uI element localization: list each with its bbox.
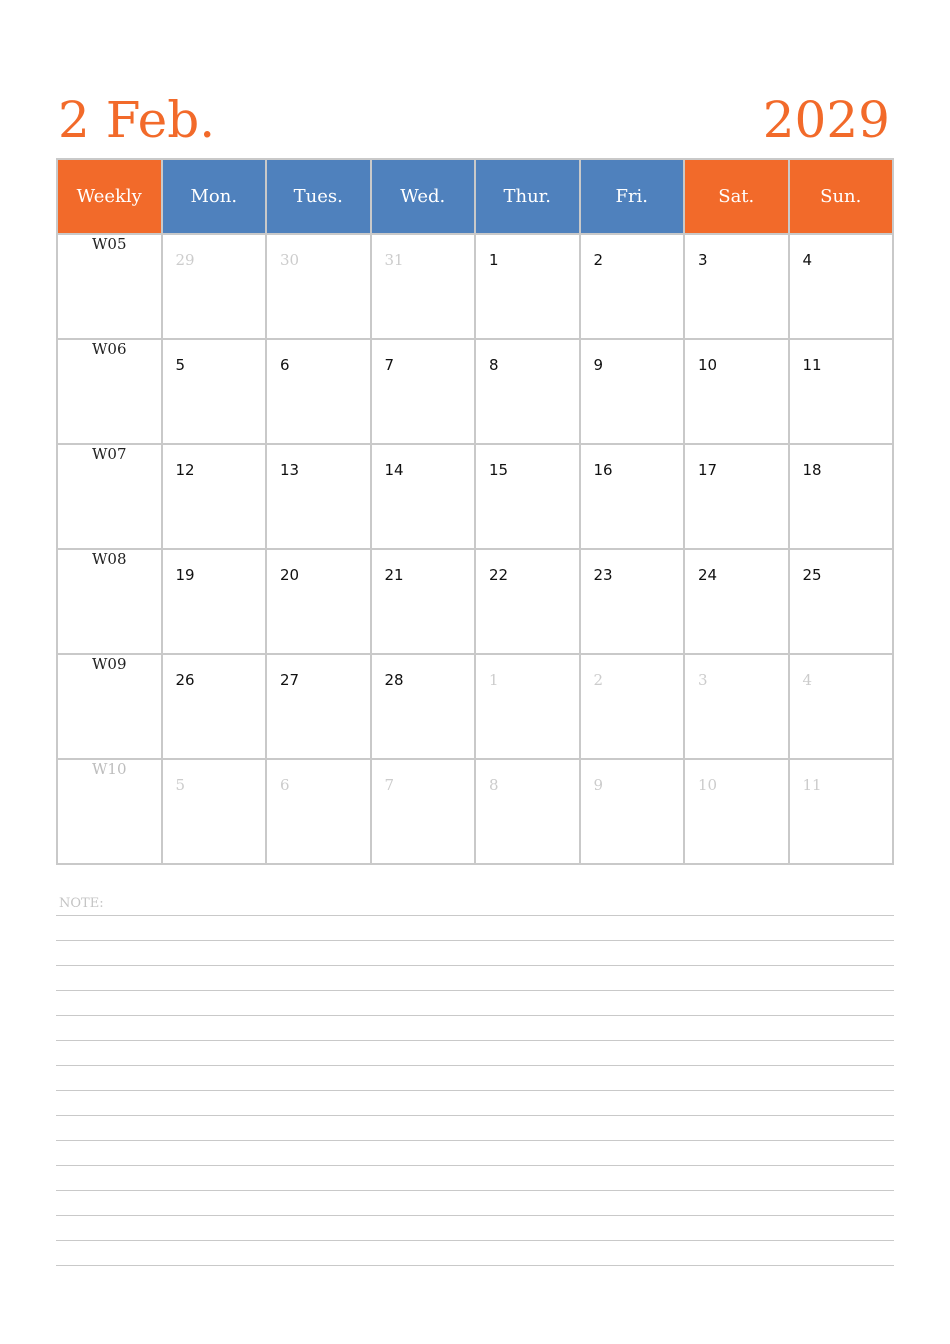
day-number: 22 [489,566,509,584]
header-wed: Wed. [371,159,476,234]
day-number: 2 [593,251,604,269]
week-row [57,234,893,339]
header-mon: Mon. [162,159,267,234]
day-cell[interactable] [266,654,371,759]
day-cell[interactable] [162,234,267,339]
week-row [57,654,893,759]
week-row [57,339,893,444]
year-title: 2029 [762,91,890,149]
day-number: 15 [489,461,509,479]
note-line [56,1215,894,1240]
note-line [56,1265,894,1290]
day-cell[interactable] [371,339,476,444]
header-sun: Sun. [789,159,894,234]
day-cell[interactable] [162,444,267,549]
day-cell[interactable] [266,444,371,549]
week-number: W06 [57,339,162,444]
day-number: 8 [489,776,499,794]
day-cell[interactable] [266,549,371,654]
day-cell[interactable] [475,234,580,339]
note-line [56,965,894,990]
note-lines [56,915,894,1290]
day-cell[interactable] [371,654,476,759]
day-cell[interactable] [789,654,894,759]
weekday-header-row [57,159,893,234]
day-cell[interactable] [789,339,894,444]
day-cell[interactable] [684,549,789,654]
day-number: 20 [280,566,300,584]
day-number: 1 [489,671,499,689]
day-number: 18 [802,461,822,479]
week-number: W05 [57,234,162,339]
month-title: 2 Feb. [58,91,216,149]
day-number: 26 [175,671,195,689]
note-line [56,915,894,940]
day-number: 7 [384,776,395,794]
day-number: 13 [280,461,300,479]
day-cell[interactable] [580,444,685,549]
day-cell[interactable] [371,759,476,864]
day-cell[interactable] [475,759,580,864]
day-number: 11 [802,776,822,794]
day-number: 16 [593,461,613,479]
day-cell[interactable] [162,759,267,864]
day-cell[interactable] [684,444,789,549]
note-line [56,1165,894,1190]
day-number: 23 [593,566,613,584]
header-sat: Sat. [684,159,789,234]
day-cell[interactable] [684,339,789,444]
day-number: 5 [175,356,186,374]
note-line [56,1040,894,1065]
day-cell[interactable] [684,654,789,759]
day-number: 6 [280,356,290,374]
note-line [56,1090,894,1115]
day-cell[interactable] [580,654,685,759]
day-cell[interactable] [162,549,267,654]
day-cell[interactable] [475,339,580,444]
day-number: 10 [698,776,718,794]
day-number: 6 [280,776,290,794]
day-number: 2 [593,671,604,689]
note-line [56,1190,894,1215]
day-number: 12 [175,461,195,479]
day-number: 9 [593,356,604,374]
day-cell[interactable] [266,759,371,864]
week-number: W07 [57,444,162,549]
note-line [56,940,894,965]
day-number: 8 [489,356,499,374]
day-cell[interactable] [789,444,894,549]
calendar-grid [56,158,894,865]
week-number: W10 [57,759,162,864]
day-number: 4 [802,671,813,689]
day-cell[interactable] [475,444,580,549]
note-line [56,990,894,1015]
day-number: 19 [175,566,195,584]
day-cell[interactable] [789,549,894,654]
day-number: 1 [489,251,499,269]
day-cell[interactable] [684,759,789,864]
day-number: 27 [280,671,300,689]
day-number: 7 [384,356,395,374]
day-cell[interactable] [162,339,267,444]
note-line [56,1140,894,1165]
day-cell[interactable] [580,759,685,864]
day-cell[interactable] [266,234,371,339]
day-number: 9 [593,776,604,794]
week-row [57,444,893,549]
day-cell[interactable] [475,654,580,759]
day-cell[interactable] [266,339,371,444]
note-label: NOTE: [59,896,104,911]
day-cell[interactable] [371,549,476,654]
day-number: 11 [802,356,822,374]
day-number: 28 [384,671,404,689]
day-cell[interactable] [580,549,685,654]
day-cell[interactable] [371,234,476,339]
day-number: 21 [384,566,404,584]
day-cell[interactable] [789,759,894,864]
day-number: 17 [698,461,718,479]
note-line [56,1065,894,1090]
note-line [56,1115,894,1140]
day-cell[interactable] [580,234,685,339]
day-number: 24 [698,566,718,584]
day-cell[interactable] [162,654,267,759]
day-cell[interactable] [475,549,580,654]
day-cell[interactable] [371,444,476,549]
header-thu: Thur. [475,159,580,234]
day-number: 25 [802,566,822,584]
day-number: 3 [698,671,708,689]
day-number: 30 [280,251,300,269]
day-number: 5 [175,776,186,794]
day-cell[interactable] [789,234,894,339]
day-number: 31 [384,251,404,269]
header-weekly: Weekly [57,159,162,234]
note-line [56,1015,894,1040]
day-number: 10 [698,356,718,374]
calendar-body [57,234,893,864]
week-number: W09 [57,654,162,759]
day-number: 29 [175,251,195,269]
note-line [56,1240,894,1265]
day-number: 4 [802,251,813,269]
day-cell[interactable] [580,339,685,444]
week-row [57,759,893,864]
header-tue: Tues. [266,159,371,234]
day-number: 14 [384,461,404,479]
week-row [57,549,893,654]
day-cell[interactable] [684,234,789,339]
header-fri: Fri. [580,159,685,234]
day-number: 3 [698,251,708,269]
week-number: W08 [57,549,162,654]
